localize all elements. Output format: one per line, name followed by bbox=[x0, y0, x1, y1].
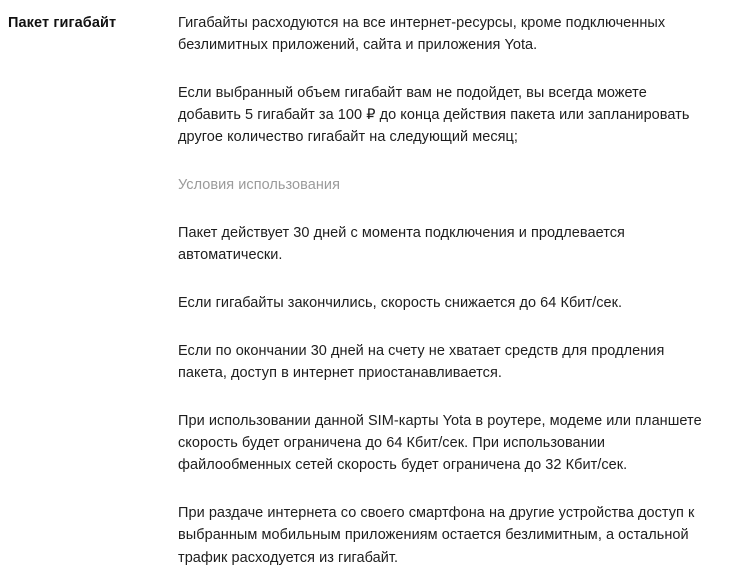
section-title: Пакет гигабайт bbox=[8, 15, 117, 31]
paragraph-term-speed-limit: Если гигабайты закончились, скорость снижается до 64 Кбит/сек. bbox=[178, 295, 623, 312]
paragraph-intro: Гигабайты расходуются на все интернет-ресурсы, кроме подключенных безлимитных приложений, сайта и приложения Yota. bbox=[178, 15, 666, 54]
paragraph-extra-gigabytes: Если выбранный объем гигабайт вам не подойдет, вы всегда можете добавить 5 гигабайт за 100 ₽ до конца действия пакета или запланировать другое количество гигабайт на следующий месяц; bbox=[178, 85, 690, 146]
content-row bbox=[8, 12, 724, 569]
paragraph-term-duration: Пакет действует 30 дней с момента подключения и продлевается автоматически. bbox=[178, 225, 625, 264]
subheading-terms-of-use: Условия использования bbox=[178, 177, 340, 194]
paragraph-term-insufficient-funds: Если по окончании 30 дней на счету не хватает средств для продления пакета, доступ в интернет приостанавливается. bbox=[178, 343, 665, 382]
body-column bbox=[176, 12, 706, 569]
paragraph-term-router-usage: При использовании данной SIM-карты Yota в роутере, модеме или планшете скорость будет ограничена до 64 Кбит/сек. При использовании файлообменных сетей скорость будет ограничена до 32 Кбит/сек. bbox=[178, 413, 702, 474]
paragraph-term-tethering: При раздаче интернета со своего смартфона на другие устройства доступ к выбранным мобильным приложениям остается безлимитным, а остальной трафик расходуется из гигабайт. bbox=[178, 505, 695, 566]
